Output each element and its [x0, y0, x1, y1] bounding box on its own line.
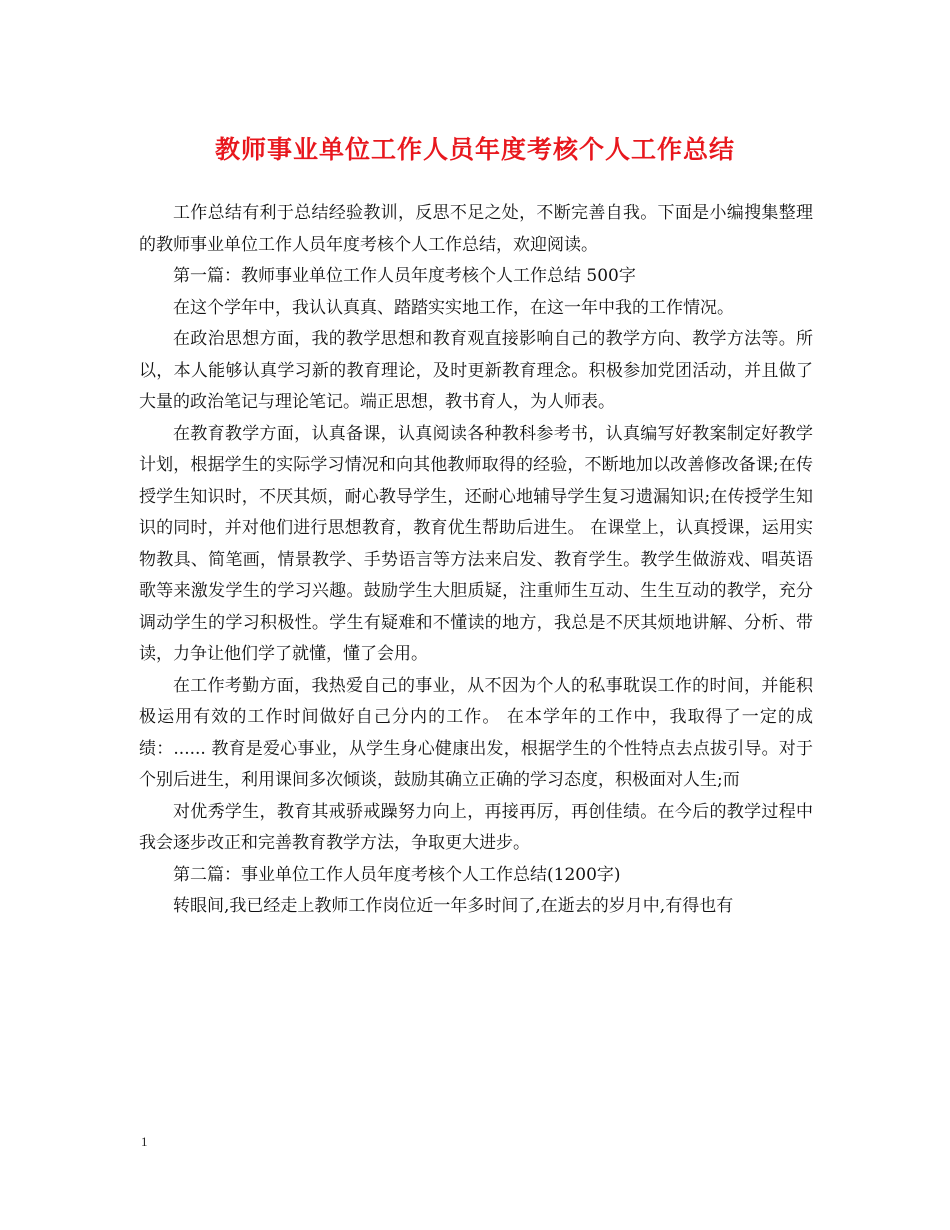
paragraph: 对优秀学生，教育其戒骄戒躁努力向上，再接再厉，再创佳绩。在今后的教学过程中我会逐步改正和完善教育教学方法，争取更大进步。 [139, 801, 813, 853]
paragraph: 在工作考勤方面，我热爱自己的事业，从不因为个人的私事耽误工作的时间，并能积极运用有效的工作时间做好自己分内的工作。 在本学年的工作中，我取得了一定的成绩：...... 教育是爱心事业，从学生身心健康出发，根据学生的个性特点去点拔引导。对于个别后进生，利用课间多次倾谈，鼓励其确立正确的学习态度，积极面对人生;而 [139, 675, 813, 790]
paragraph: 在这个学年中，我认认真真、踏踏实实地工作，在这一年中我的工作情况。 [173, 297, 734, 318]
paragraph: 在政治思想方面，我的教学思想和教育观直接影响自己的教学方向、教学方法等。所以，本人能够认真学习新的教育理论，及时更新教育理念。积极参加党团活动，并且做了大量的政治笔记与理论笔记。端正思想，教书育人，为人师表。 [139, 329, 813, 412]
page-number: 1 [141, 1134, 148, 1149]
document-title: 教师事业单位工作人员年度考核个人工作总结 [214, 135, 735, 164]
document-body [139, 198, 813, 923]
heading-part-two: 第二篇：事业单位工作人员年度考核个人工作总结(1200字) [173, 864, 621, 885]
heading-part-one: 第一篇：教师事业单位工作人员年度考核个人工作总结 500字 [173, 266, 636, 286]
paragraph-intro: 工作总结有利于总结经验教训，反思不足之处，不断完善自我。下面是小编搜集整理的教师事业单位工作人员年度考核个人工作总结，欢迎阅读。 [139, 203, 813, 255]
paragraph: 在教育教学方面，认真备课，认真阅读各种教科参考书，认真编写好教案制定好教学计划，根据学生的实际学习情况和向其他教师取得的经验，不断地加以改善修改备课;在传授学生知识时，不厌其烦，耐心教导学生，还耐心地辅导学生复习遗漏知识;在传授学生知识的同时，并对他们进行思想教育，教育优生帮助后进生。 在课堂上，认真授课，运用实物教具、简笔画，情景教学、手势语言等方法来启发、教育学生。教学生做游戏、唱英语歌等来激发学生的学习兴趣。鼓励学生大胆质疑，注重师生互动、生生互动的教学，充分调动学生的学习积极性。学生有疑难和不懂读的地方，我总是不厌其烦地讲解、分析、带读，力争让他们学了就懂，懂了会用。 [139, 423, 813, 664]
paragraph: 转眼间,我已经走上教师工作岗位近一年多时间了,在逝去的岁月中,有得也有 [173, 896, 734, 916]
